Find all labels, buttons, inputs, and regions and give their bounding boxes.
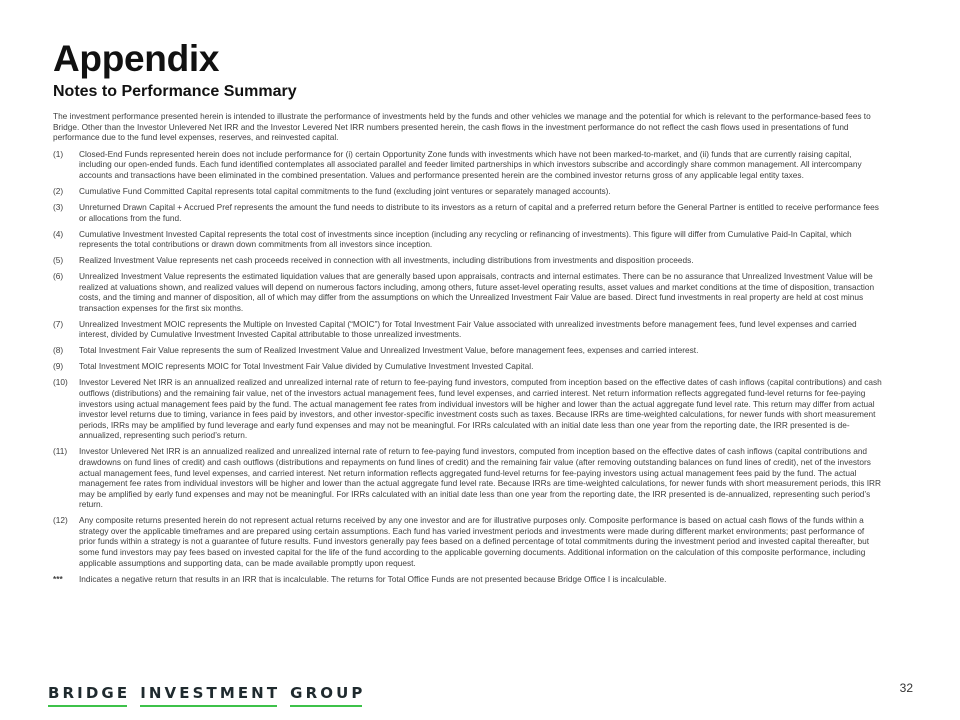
note-item xyxy=(53,319,883,340)
logo-word: BRIDGE xyxy=(48,684,130,706)
note-number: (7) xyxy=(53,318,64,329)
footnote-mark: *** xyxy=(53,573,63,584)
logo-word: GROUP xyxy=(290,684,365,706)
note-number: (2) xyxy=(53,185,64,196)
note-number: (12) xyxy=(53,515,68,526)
note-text: Investor Unlevered Net IRR is an annualized realized and unrealized internal rate of return to fee-paying fund investors, computed from inception based on the effective dates of cash inflows (capital contributions and drawdowns on fund lines of credit) and cash outflows (distributions and repayments on fund lines of credit) and the remaining fair value (after removing outstanding balances on fund lines of credit), net of the investors actual management fees, fund level expenses, and carried interest. Net return information reflects aggregated fund-level returns for fee-paying investors using actual management fees paid by the fund. The actual management fee rates from individual investors will be higher and lower than the actual aggregate fund level rate. Because IRRs are time-weighted calculations, for newer funds with short measurement periods, this IRR may be amplified by early fund expenses and may not be meaningful. For IRRs calculated with an initial date less than one year from the reporting date, the IRR presented is de-annualized, representing such period’s return. xyxy=(79,446,881,510)
note-item xyxy=(53,271,883,313)
note-text: Realized Investment Value represents net cash proceeds received in connection with all investments, including distributions from investments and disposition proceeds. xyxy=(79,255,694,266)
note-text: Unreturned Drawn Capital + Accrued Pref represents the amount the fund needs to distribute to its investors as a return of capital and a preferred return before the General Partner is entitled to receive performance fees or allocations from the fund. xyxy=(79,201,879,223)
note-number: (5) xyxy=(53,255,64,266)
intro-paragraph: The investment performance presented herein is intended to illustrate the performance of investments held by the funds and other vehicles we manage and the potential for which is relevant to the performance-based fees to Bridge. Other than the Investor Unlevered Net IRR and the Investor Levered Net IRR numbers presented herein, the cash flows in the investment performance do not reflect the cash flows used in presentations of fund performance due to the fund level expenses, reserves, and reinvested capital. xyxy=(53,111,871,143)
notes-list xyxy=(53,149,883,568)
note-item xyxy=(53,149,883,181)
note-number: (11) xyxy=(53,446,68,457)
note-text: Unrealized Investment MOIC represents the Multiple on Invested Capital (“MOIC”) for Total Investment Fair Value associated with unrealized investments before management fees, fund level expenses and carried interest, divided by Cumulative Investment Invested Capital attributable to those unrealized investments. xyxy=(79,318,857,340)
note-item xyxy=(53,361,883,372)
note-number: (3) xyxy=(53,201,64,212)
notes-body xyxy=(53,111,883,584)
company-logo xyxy=(48,684,365,706)
note-text: Unrealized Investment Value represents the estimated liquidation values that are generally based upon appraisals, contracts and internal estimates. There can be no assurance that Unrealized Investment Value will be realized at valuations shown, and realized values will depend on numerous factors including, among others, future asset-level operating results, asset values and market conditions at the time of disposition, transaction costs, and the timing and manner of disposition, all of which may differ from the assumptions on which the Unrealized Investment Fair Value are based. Direct fund investments in real property are held at cost minus transaction expenses for the first six months. xyxy=(79,271,875,313)
note-item xyxy=(53,446,883,510)
note-number: (4) xyxy=(53,228,64,239)
note-number: (6) xyxy=(53,271,64,282)
note-number: (8) xyxy=(53,345,64,356)
note-text: Total Investment Fair Value represents the sum of Realized Investment Value and Unrealized Investment Value, before management fees, expenses and carried interest. xyxy=(79,345,699,356)
note-text: Total Investment MOIC represents MOIC for Total Investment Fair Value divided by Cumulative Investment Invested Capital. xyxy=(79,361,534,372)
note-item xyxy=(53,377,883,441)
logo-word: INVESTMENT xyxy=(140,684,280,706)
note-number: (9) xyxy=(53,361,64,372)
note-text: Cumulative Fund Committed Capital represents total capital commitments to the fund (excluding joint ventures or separately managed accounts). xyxy=(79,185,611,196)
note-item xyxy=(53,229,883,250)
note-item xyxy=(53,345,883,356)
note-item xyxy=(53,202,883,223)
page-number: 32 xyxy=(899,681,913,695)
note-item xyxy=(53,255,883,266)
note-item xyxy=(53,515,883,568)
note-text: Cumulative Investment Invested Capital represents the total cost of investments since inception (including any recycling or refinancing of investments). This figure will differ from Cumulative Paid-In Capital, which represents the total contributions or drawn down commitments from all investors since inception. xyxy=(79,228,852,250)
note-number: (1) xyxy=(53,148,64,159)
note-text: Closed-End Funds represented herein does not include performance for (i) certain Opportunity Zone funds with investments which have not been marked-to-market, and (ii) funds that are currently raising capital, including our open-ended funds. Each fund identified contemplates all associated parallel and feeder limited partnerships in which investors subscribe and accordingly share common management. All intercompany accounts and transactions have been eliminated in the combined presentation. Values and performance presented herein are the combined investor returns gross of any applicable legal entity taxes. xyxy=(79,148,862,180)
page-title: Appendix xyxy=(53,38,220,79)
note-text: Investor Levered Net IRR is an annualized realized and unrealized internal rate of return to fee-paying fund investors, computed from inception based on the effective dates of cash inflows (capital contributions) and cash outflows (distributions) and the remaining fair value, net of the investors actual management fees, fund level expenses, and carried interest. Net return information reflects aggregated fund-level returns for fee-paying investors using actual management fees paid by the fund. The actual management fee rates from individual investors will be higher and lower than the actual aggregate fund level rate. This return may differ from actual investor level returns due to timing, variance in fees paid by investors, and other investor-specific investment costs such as taxes. Because IRRs are time-weighted calculations, for newer funds with short measurement periods, IRRs may be amplified by fund leverage and early fund expenses and may not be meaningful. For IRRs calculated with an initial date less than one year from the reporting date, the IRR presented is de-annualized, representing such period’s return. xyxy=(79,377,882,441)
note-number: (10) xyxy=(53,377,68,388)
note-text: Any composite returns presented herein do not represent actual returns received by any one investor and are for illustrative purposes only. Composite performance is based on actual cash flows of the funds within a strategy over the applicable timeframes and are prepared using certain assumptions. Each fund has varied investment periods and investments were made during different market environments; past performance of prior funds within a strategy is not a guarantee of future results. Fund investors generally pay fees based on a defined percentage of total commitments during the investment period and invested capital thereafter, but some fund investors may pay fees based on invested capital for the life of the fund according to the applicable governing documents. Additional information on the calculation of this composite performance, including applicable assumptions and supporting data, can be made available promptly upon request. xyxy=(79,515,870,568)
note-item xyxy=(53,186,883,197)
footnote-text: Indicates a negative return that results in an IRR that is incalculable. The returns for Total Office Funds are not presented because Bridge Office I is incalculable. xyxy=(79,573,667,584)
page-subtitle: Notes to Performance Summary xyxy=(53,83,297,100)
footnote xyxy=(53,574,883,585)
